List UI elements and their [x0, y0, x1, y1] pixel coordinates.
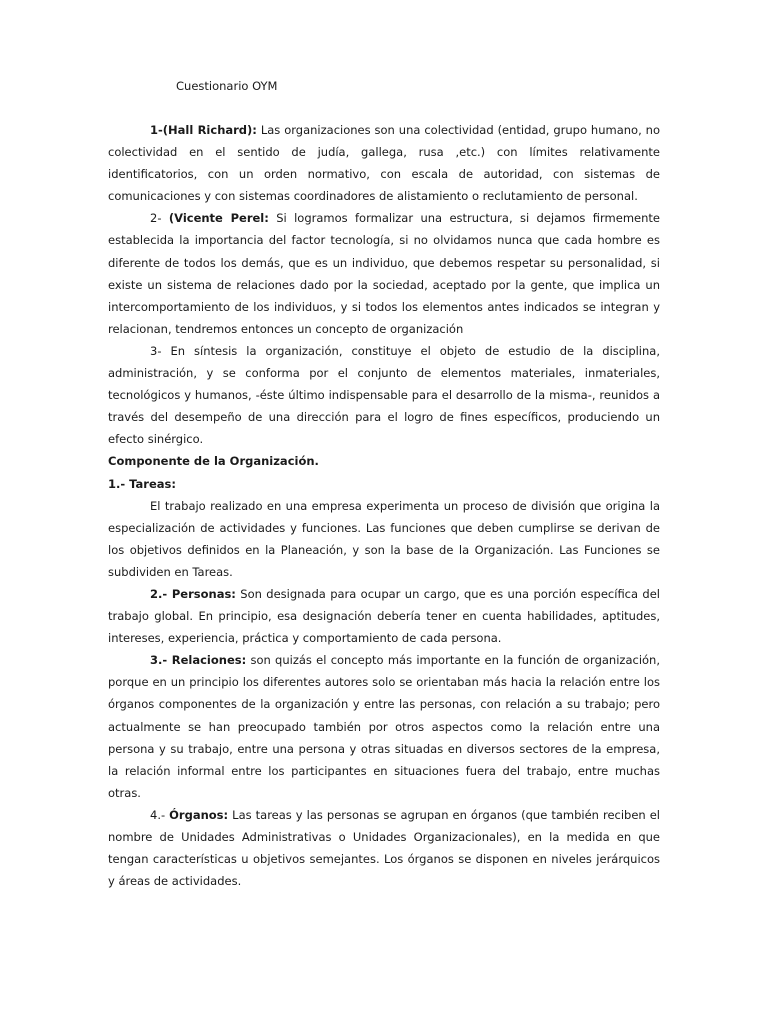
tareas-heading: 1.- Tareas:: [108, 476, 176, 491]
document-title: Cuestionario OYM: [176, 79, 278, 93]
paragraph-prefix: 2-: [150, 211, 169, 226]
document-body: [108, 119, 660, 892]
section-heading: Componente de la Organización.: [108, 454, 319, 469]
paragraph-text: Las organizaciones son una colectividad (entidad, grupo humano, no colectividad en el sentido de judía, gallega, rusa ,etc.) con límites relativamente identificatorios, con un orden normativo, con escala de autoridad, con sistemas de comunicaciones y con sistemas coordinadores de alistamiento o reclutamiento de personal.: [108, 123, 660, 204]
paragraph-text: Son designada para ocupar un cargo, que es una porción específica del trabajo global. En principio, esa designación debería tener en cuenta habilidades, aptitudes, intereses, experiencia, práctica y comportamiento de cada persona.: [108, 586, 660, 646]
paragraph-text: El trabajo realizado en una empresa experimenta un proceso de división que origina la especialización de actividades y funciones. Las funciones que deben cumplirse se derivan de los objetivos definidos en la Planeación, y son la base de la Organización. Las Funciones se subdividen en Tareas.: [108, 498, 660, 579]
paragraph-text: Si logramos formalizar una estructura, si dejamos firmemente establecida la importancia del factor tecnología, si no olvidamos nunca que cada hombre es diferente de todos los demás, que es un individuo, que debemos respetar su personalidad, si existe un sistema de relaciones dado por la sociedad, aceptado por la gente, que implica un intercomportamiento de los individuos, y si todos los elementos antes indicados se integran y relacionan, tendremos entonces un concepto de organización: [108, 211, 660, 336]
paragraph-text: Las tareas y las personas se agrupan en órganos (que también reciben el nombre de Unidades Administrativas o Unidades Organizacionales), en la medida en que tengan características u objetivos semejantes. Los órganos se disponen en niveles jerárquicos y áreas de actividades.: [108, 807, 660, 889]
paragraph-personas: [108, 583, 660, 649]
paragraph-prefix: 4.-: [150, 807, 170, 822]
paragraph-sintesis: [108, 340, 660, 450]
paragraph-relaciones: [108, 649, 660, 804]
paragraph-vicente-perel: [108, 207, 660, 340]
paragraph-label: (Vicente Perel:: [168, 211, 269, 226]
paragraph-hall-richard: [108, 119, 660, 207]
paragraph-label: 3.- Relaciones:: [150, 653, 247, 668]
paragraph-label: 1-(Hall Richard):: [150, 123, 257, 137]
paragraph-text: son quizás el concepto más importante en la función de organización, porque en un principio los diferentes autores solo se orientaban más hacia la relación entre los órganos componentes de la organización y entre las personas, con relación a su trabajo; pero actualmente se han preocupado también por otros aspectos como la relación entre una persona y su trabajo, entre una persona y otras situadas en diversos sectores de la empresa, la relación informal entre los participantes en situaciones fuera del trabajo, entre muchas otras.: [108, 653, 660, 800]
paragraph-label: Órganos:: [169, 807, 229, 822]
paragraph-organos: [108, 804, 660, 892]
paragraph-text: 3- En síntesis la organización, constituye el objeto de estudio de la disciplina, administración, y se conforma por el conjunto de elementos materiales, inmateriales, tecnológicos y humanos, -éste último indispensable para el desarrollo de la misma-, reunidos a través del desempeño de una dirección para el logro de fines específicos, produciendo un efecto sinérgico.: [108, 343, 660, 447]
paragraph-label: 2.- Personas:: [150, 586, 236, 601]
paragraph-tareas: [108, 495, 660, 583]
